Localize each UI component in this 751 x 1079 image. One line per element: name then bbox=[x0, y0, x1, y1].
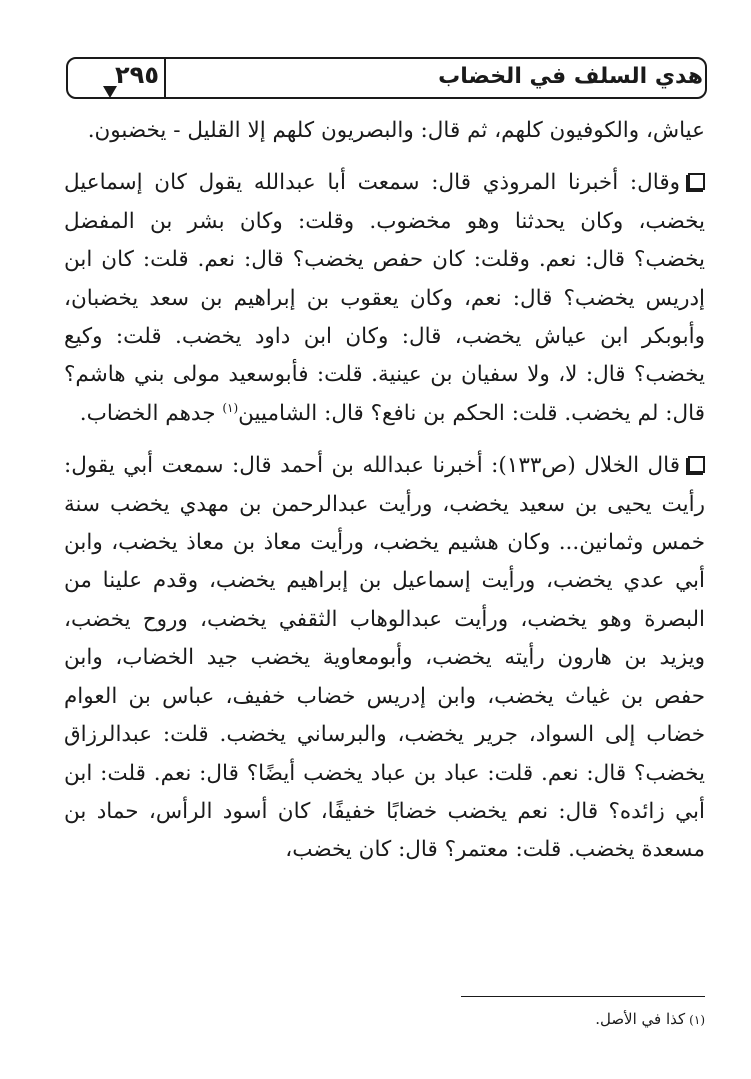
main-text bbox=[64, 112, 705, 870]
footnote-number: (١) bbox=[689, 1013, 705, 1027]
paragraph-2 bbox=[64, 447, 705, 869]
continuation-paragraph: عياش، والكوفيون كلهم، ثم قال: والبصريون كلهم إلا القليل - يخضبون. bbox=[87, 118, 705, 143]
footnote-reference[interactable]: (١) bbox=[222, 400, 239, 415]
paragraph-2-text: قال الخلال (ص١٣٣): أخبرنا عبدالله بن أحمد قال: سمعت أبي يقول: رأيت يحيى بن سعيد يخضب، ورأيت عبدالرحمن بن مهدي يخضب سنة خمس وثمانين... وكان هشيم يخضب، ورأيت معاذ بن معاذ يخضب، وابن أبي عدي يخضب، ورأيت إسماعيل بن إبراهيم يخضب، وقدم علينا من البصرة وهو يخضب، ورأيت عبدالوهاب الثقفي يخضب، وروح يخضب، ويزيد بن هارون رأيته يخضب، وأبومعاوية يخضب جيد الخضاب، وابن حفص بن غياث يخضب، وابن إدريس خضاب خفيف، عباس بن العوام خضاب إلى السواد، جرير يخضب، والبرساني يخضب. قلت: عبدالرزاق يخضب؟ قال: نعم. قلت: عباد بن عباد يخضب أيضًا؟ قال: نعم. قلت: ابن أبي زائده؟ قال: نعم يخضب خضابًا خفيفًا، كان أسود الرأس، حماد بن مسعدة يخضب. قلت: معتمر؟ قال: كان يخضب، bbox=[64, 453, 705, 863]
footnote-text: كذا في الأصل. bbox=[595, 1010, 686, 1028]
footnote-divider bbox=[461, 996, 705, 997]
paragraph-1-tail: جدهم الخضاب. bbox=[79, 400, 223, 426]
footnote bbox=[595, 1010, 705, 1028]
square-bullet-icon bbox=[688, 173, 705, 190]
page-number: ٢٩٥ bbox=[115, 61, 159, 89]
running-title: هدي السلف في الخضاب bbox=[438, 64, 703, 89]
paragraph-1 bbox=[64, 164, 705, 433]
page-tab-icon bbox=[103, 86, 117, 98]
paragraph-1-text: وقال: أخبرنا المروذي قال: سمعت أبا عبدالله يقول كان إسماعيل يخضب، وكان يحدثنا وهو مخضوب. وقلت: وكان بشر بن المفضل يخضب؟ قال: نعم. وقلت: كان حفص يخضب؟ قال: نعم. قلت: كان ابن إدريس يخضب؟ قال: نعم، وكان يعقوب بن إبراهيم بن سعد يخضبان، وأبوبكر ابن عياش يخضب، قال: وكان ابن داود يخضب. قلت: وكيع يخضب؟ قال: لا، ولا سفيان بن عينية. قلت: فأبوسعيد مولى بني هاشم؟ قال: لم يخضب. قلت: الحكم بن نافع؟ قال: الشاميين bbox=[64, 170, 705, 426]
square-bullet-icon bbox=[688, 456, 705, 473]
